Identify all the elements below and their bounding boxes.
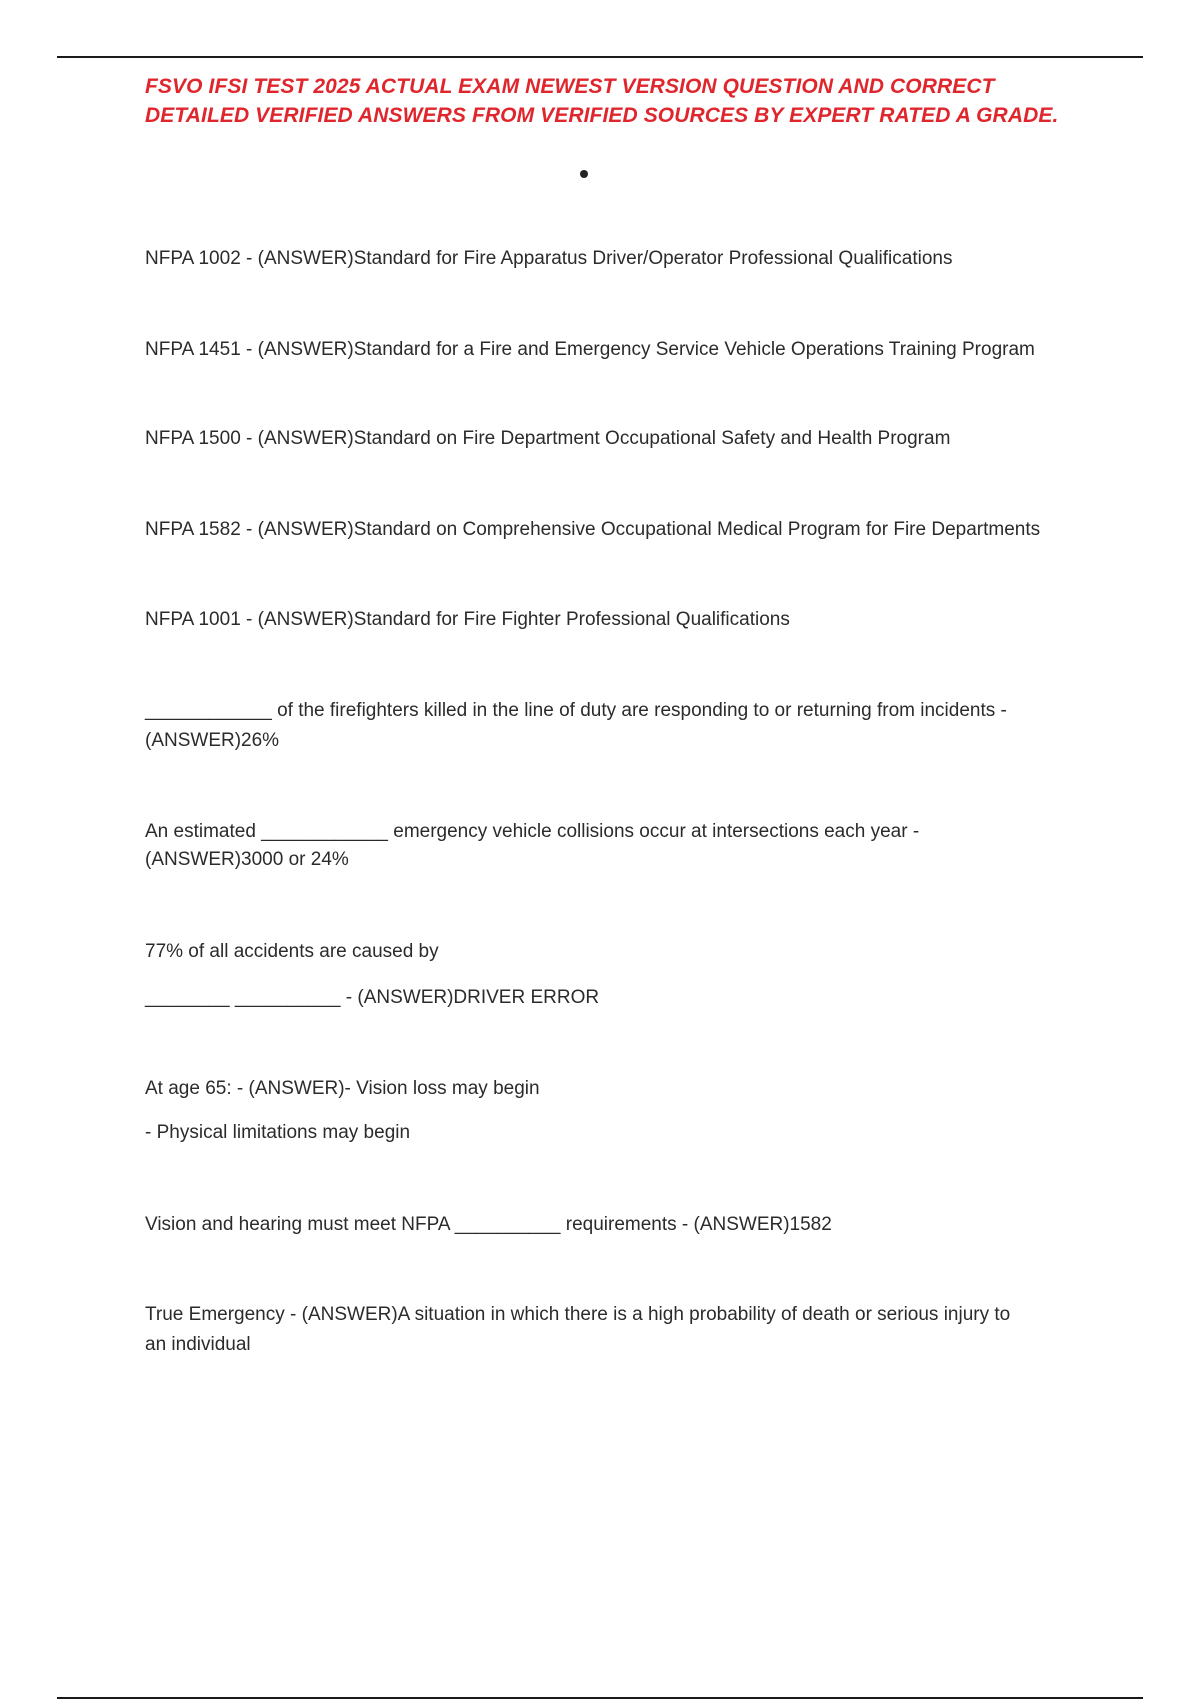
qa-line: ____________ of the firefighters killed in the line of duty are responding to or returning from incidents -: [145, 700, 1007, 721]
qa-item-firefighters-killed: [145, 696, 1085, 756]
qa-line: An estimated ____________ emergency vehicle collisions occur at intersections each year -: [145, 821, 920, 842]
qa-line: NFPA 1001 - (ANSWER)Standard for Fire Fighter Professional Qualifications: [145, 609, 790, 630]
qa-line: At age 65: - (ANSWER)- Vision loss may begin: [145, 1078, 540, 1099]
document-title: [145, 72, 1105, 130]
qa-line: NFPA 1451 - (ANSWER)Standard for a Fire and Emergency Service Vehicle Operations Training Program: [145, 339, 1035, 360]
qa-line: 77% of all accidents are caused by: [145, 941, 439, 962]
title-line-2: DETAILED VERIFIED ANSWERS FROM VERIFIED SOURCES BY EXPERT RATED A GRADE.: [145, 104, 1059, 127]
qa-line: True Emergency - (ANSWER)A situation in which there is a high probability of death or serious injury to: [145, 1304, 1011, 1325]
qa-item-driver-error: [145, 937, 1085, 1013]
qa-line: Vision and hearing must meet NFPA __________ requirements - (ANSWER)1582: [145, 1214, 832, 1235]
qa-line: NFPA 1002 - (ANSWER)Standard for Fire Apparatus Driver/Operator Professional Qualifications: [145, 248, 953, 269]
qa-item-nfpa-1582: [145, 515, 1085, 545]
qa-item-nfpa-1500: [145, 424, 1085, 454]
qa-line: ________ __________ - (ANSWER)DRIVER ERROR: [145, 987, 600, 1008]
bottom-rule: [57, 1697, 1143, 1699]
qa-item-nfpa-1451: [145, 335, 1085, 365]
qa-item-vision-hearing: [145, 1210, 1085, 1240]
top-rule: [57, 56, 1143, 58]
qa-line: an individual: [145, 1334, 251, 1355]
qa-item-nfpa-1002: [145, 244, 1085, 274]
qa-line: (ANSWER)26%: [145, 730, 280, 751]
qa-line: NFPA 1500 - (ANSWER)Standard on Fire Department Occupational Safety and Health Program: [145, 428, 951, 449]
qa-line: (ANSWER)3000 or 24%: [145, 849, 349, 870]
bullet-dot: [580, 170, 588, 178]
qa-item-intersection-collisions: [145, 817, 1085, 875]
title-line-1: FSVO IFSI TEST 2025 ACTUAL EXAM NEWEST VERSION QUESTION AND CORRECT: [145, 75, 995, 98]
qa-line: - Physical limitations may begin: [145, 1122, 411, 1143]
qa-line: NFPA 1582 - (ANSWER)Standard on Comprehensive Occupational Medical Program for Fire Departments: [145, 519, 1041, 540]
qa-item-true-emergency: [145, 1300, 1085, 1360]
qa-item-age-65: [145, 1074, 1085, 1148]
qa-item-nfpa-1001: [145, 605, 1085, 635]
